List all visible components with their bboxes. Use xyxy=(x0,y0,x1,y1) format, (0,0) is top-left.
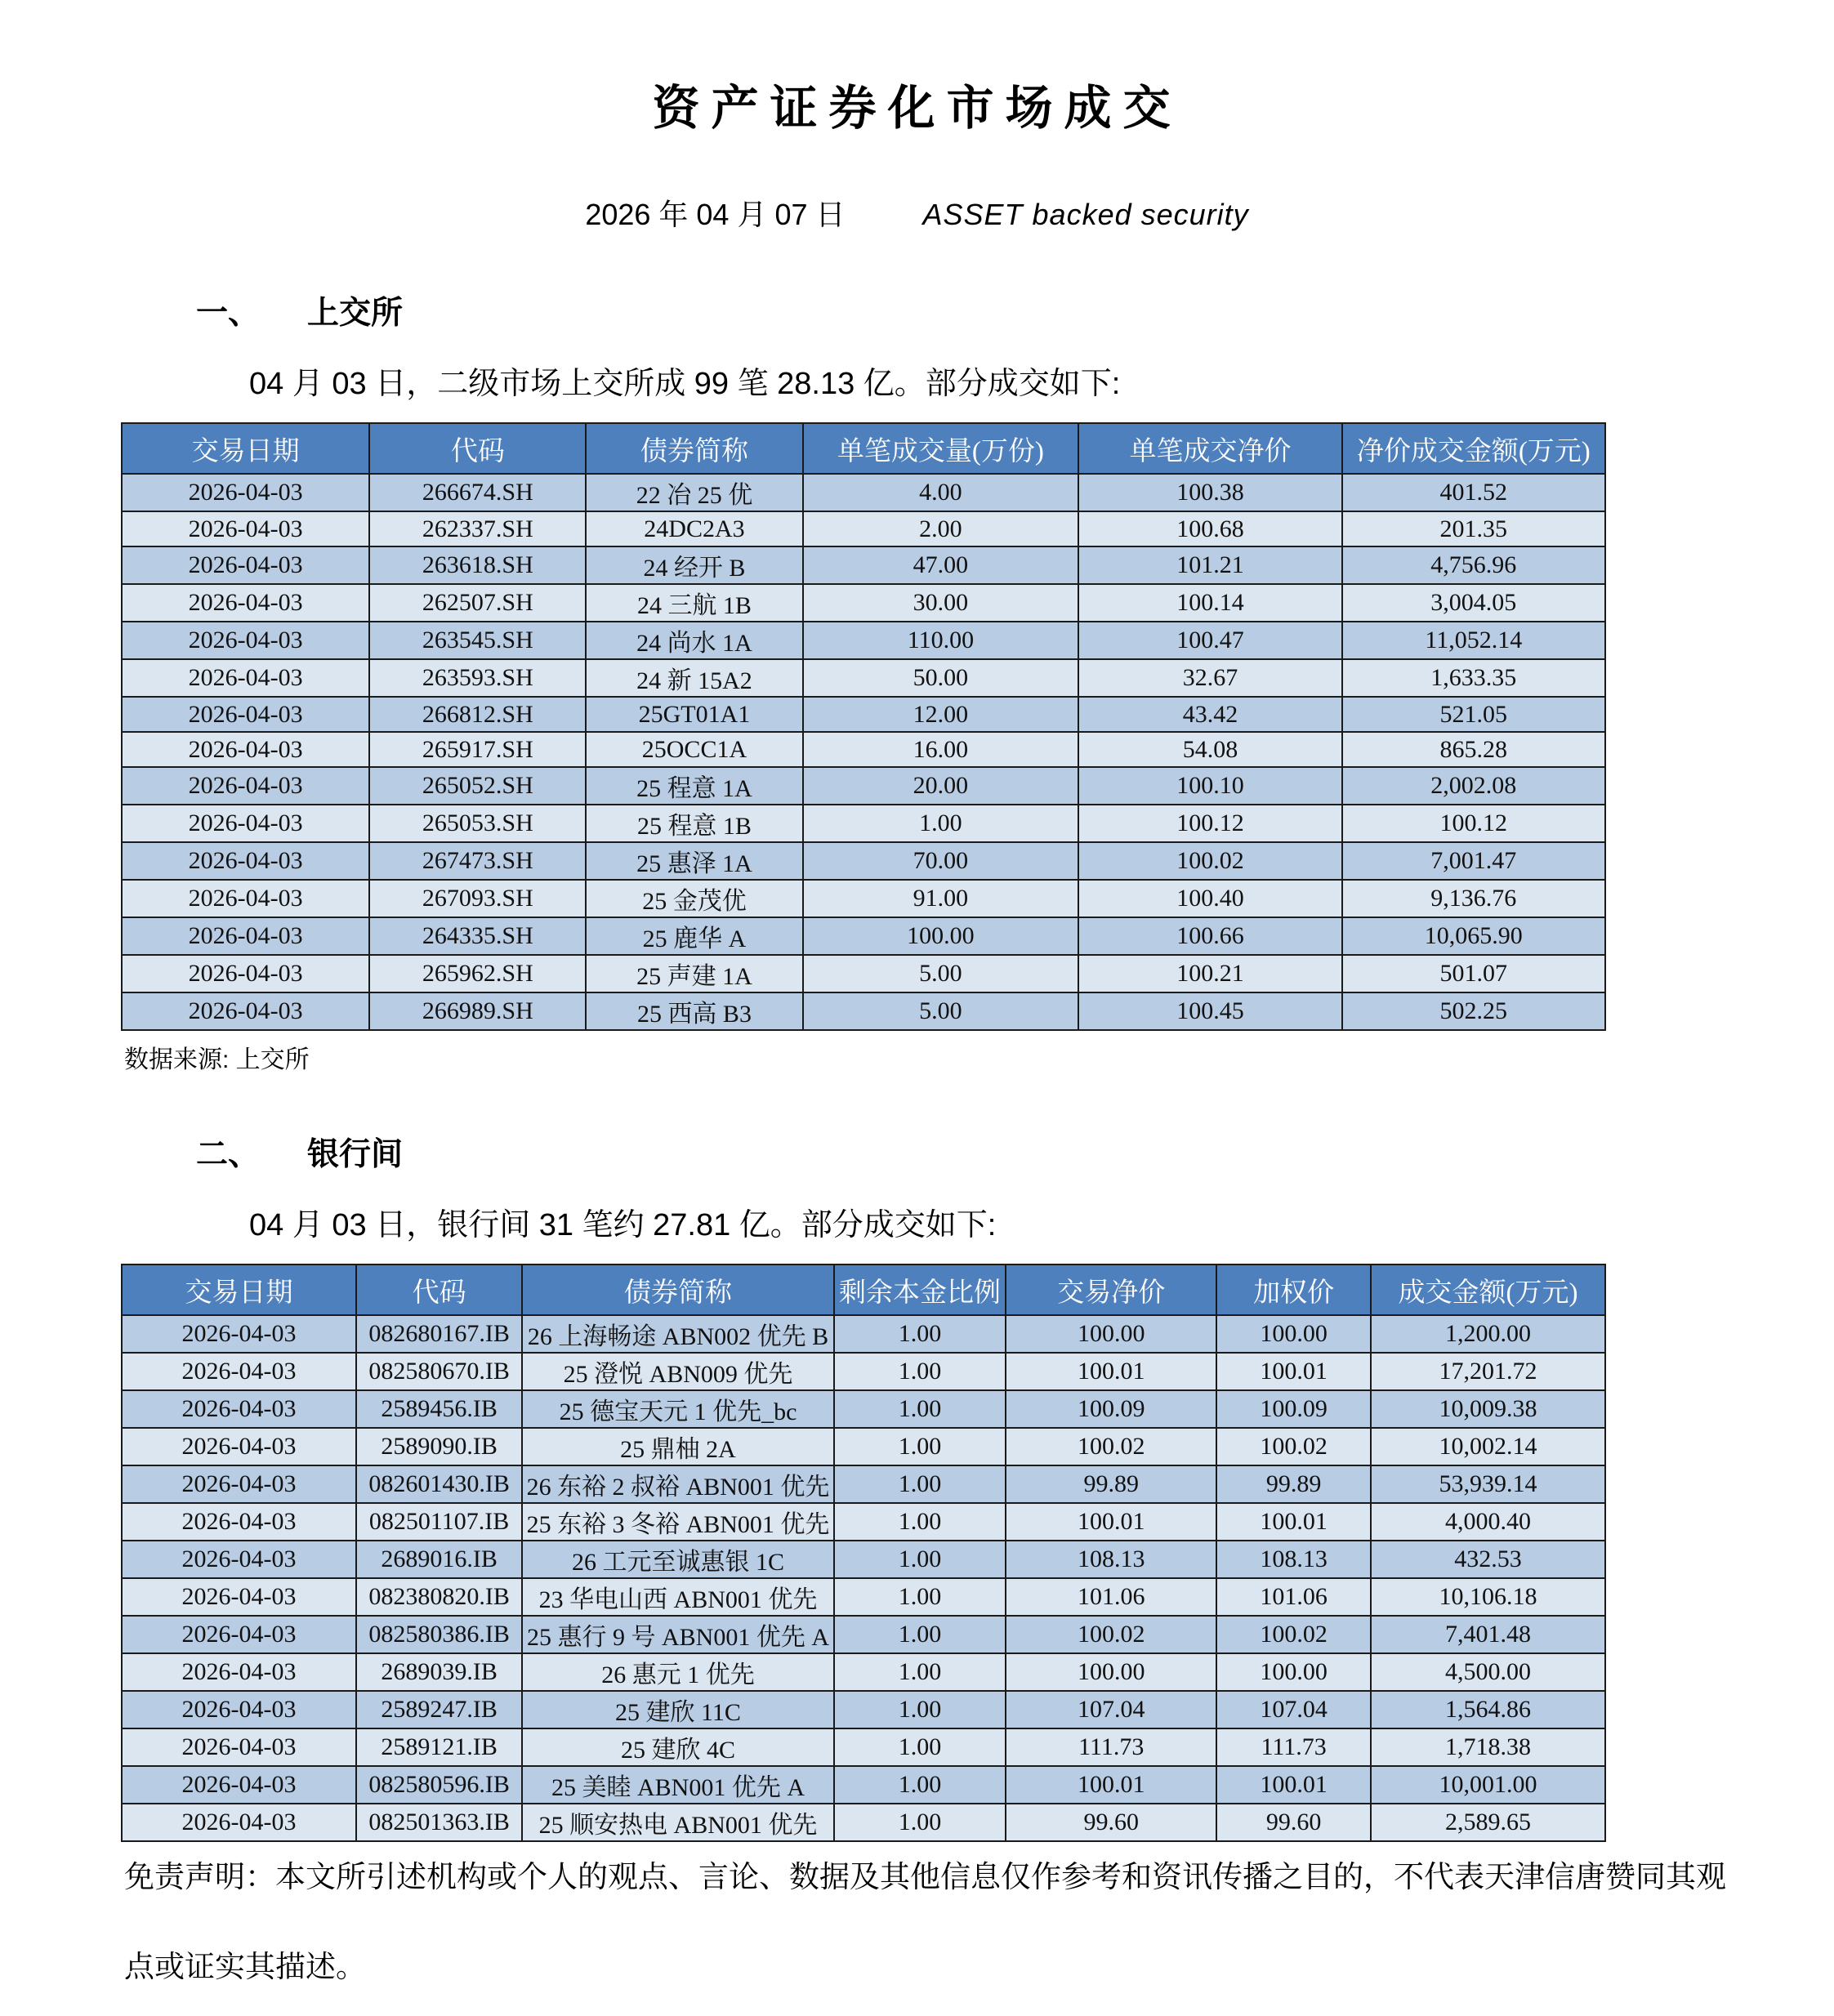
table-cell: 10,009.38 xyxy=(1371,1390,1605,1428)
table-row xyxy=(122,992,1605,1030)
table-cell: 25 程意 1A xyxy=(586,767,802,805)
sse-trades-table xyxy=(121,422,1606,1031)
table-cell: 1.00 xyxy=(834,1653,1006,1691)
header-cell: 单笔成交净价 xyxy=(1078,423,1341,474)
table-cell: 100.01 xyxy=(1216,1766,1371,1804)
section1-intro: 04 月 03 日，二级市场上交所成 99 笔 28.13 亿。部分成交如下: xyxy=(249,367,1121,401)
dateline xyxy=(0,192,1834,234)
table-row xyxy=(122,1428,1605,1465)
table-cell: 501.07 xyxy=(1342,955,1605,992)
table-cell: 1.00 xyxy=(834,1616,1006,1653)
table-cell: 10,106.18 xyxy=(1371,1578,1605,1616)
table-cell: 2026-04-03 xyxy=(122,1428,356,1465)
table-cell: 25 建欣 11C xyxy=(522,1691,833,1728)
table-cell: 100.47 xyxy=(1078,622,1341,659)
table-cell: 2,589.65 xyxy=(1371,1804,1605,1841)
table-cell: 265052.SH xyxy=(369,767,586,805)
header-cell: 代码 xyxy=(356,1264,522,1315)
table-cell: 110.00 xyxy=(803,622,1079,659)
table-cell: 082501363.IB xyxy=(356,1804,522,1841)
table-row xyxy=(122,1766,1605,1804)
table-cell: 2026-04-03 xyxy=(122,1353,356,1390)
table-cell: 100.38 xyxy=(1078,474,1341,511)
table-cell: 1,564.86 xyxy=(1371,1691,1605,1728)
table-cell: 2026-04-03 xyxy=(122,659,369,697)
table-row xyxy=(122,732,1605,767)
table-cell: 100.00 xyxy=(1216,1653,1371,1691)
table-cell: 91.00 xyxy=(803,880,1079,917)
table-cell: 5.00 xyxy=(803,955,1079,992)
table-row xyxy=(122,1390,1605,1428)
table-cell: 265917.SH xyxy=(369,732,586,767)
table-cell: 100.21 xyxy=(1078,955,1341,992)
table-row xyxy=(122,955,1605,992)
table-cell: 1.00 xyxy=(834,1390,1006,1428)
disclaimer-line-2: 点或证实其描述。 xyxy=(124,1950,366,1984)
table-row xyxy=(122,1465,1605,1503)
table-cell: 101.21 xyxy=(1078,546,1341,584)
table-cell: 20.00 xyxy=(803,767,1079,805)
table-cell: 107.04 xyxy=(1006,1691,1216,1728)
table-row xyxy=(122,697,1605,732)
table-cell: 100.40 xyxy=(1078,880,1341,917)
table-cell: 1.00 xyxy=(834,1728,1006,1766)
table-cell: 2026-04-03 xyxy=(122,955,369,992)
table-cell: 2026-04-03 xyxy=(122,1465,356,1503)
table-cell: 26 东裕 2 叔裕 ABN001 优先 xyxy=(522,1465,833,1503)
table-cell: 2026-04-03 xyxy=(122,1766,356,1804)
table-cell: 100.01 xyxy=(1006,1353,1216,1390)
section1-label: 上交所 xyxy=(307,296,404,331)
interbank-trades-table xyxy=(121,1264,1606,1842)
table-cell: 082501107.IB xyxy=(356,1503,522,1541)
table-row xyxy=(122,805,1605,842)
table-cell: 25 西高 B3 xyxy=(586,992,802,1030)
table-cell: 2026-04-03 xyxy=(122,1728,356,1766)
table-cell: 100.45 xyxy=(1078,992,1341,1030)
header-cell: 加权价 xyxy=(1216,1264,1371,1315)
disclaimer-line-1: 免责声明：本文所引述机构或个人的观点、言论、数据及其他信息仅作参考和资讯传播之目的，不代表天津信唐赞同其观 xyxy=(124,1860,1726,1893)
table-cell: 10,001.00 xyxy=(1371,1766,1605,1804)
table-header-row xyxy=(122,423,1605,474)
table-cell: 2026-04-03 xyxy=(122,1804,356,1841)
table-cell: 2689039.IB xyxy=(356,1653,522,1691)
table-cell: 082601430.IB xyxy=(356,1465,522,1503)
table-cell: 1.00 xyxy=(834,1428,1006,1465)
header-cell: 单笔成交量(万份) xyxy=(803,423,1079,474)
table-cell: 432.53 xyxy=(1371,1541,1605,1578)
table-cell: 50.00 xyxy=(803,659,1079,697)
table-cell: 1.00 xyxy=(834,1503,1006,1541)
table-cell: 2026-04-03 xyxy=(122,880,369,917)
table-cell: 107.04 xyxy=(1216,1691,1371,1728)
header-cell: 成交金额(万元) xyxy=(1371,1264,1605,1315)
table-cell: 24 尚水 1A xyxy=(586,622,802,659)
table-cell: 2026-04-03 xyxy=(122,511,369,546)
table-row xyxy=(122,1353,1605,1390)
table-cell: 100.10 xyxy=(1078,767,1341,805)
table-cell: 16.00 xyxy=(803,732,1079,767)
table-cell: 24 新 15A2 xyxy=(586,659,802,697)
table-cell: 99.60 xyxy=(1216,1804,1371,1841)
table-cell: 2,002.08 xyxy=(1342,767,1605,805)
table-cell: 7,001.47 xyxy=(1342,842,1605,880)
table-cell: 100.00 xyxy=(803,917,1079,955)
table-cell: 26 工元至诚惠银 1C xyxy=(522,1541,833,1578)
section2-heading xyxy=(196,1129,1834,1175)
table-cell: 100.02 xyxy=(1216,1428,1371,1465)
table-cell: 2026-04-03 xyxy=(122,992,369,1030)
header-cell: 净价成交金额(万元) xyxy=(1342,423,1605,474)
table-cell: 100.09 xyxy=(1216,1390,1371,1428)
header-cell: 交易日期 xyxy=(122,423,369,474)
table-cell: 108.13 xyxy=(1006,1541,1216,1578)
table-cell: 1.00 xyxy=(834,1353,1006,1390)
table-cell: 100.02 xyxy=(1078,842,1341,880)
table-cell: 082580386.IB xyxy=(356,1616,522,1653)
table-cell: 25 顺安热电 ABN001 优先 xyxy=(522,1804,833,1841)
table-row xyxy=(122,1728,1605,1766)
table-cell: 2026-04-03 xyxy=(122,1503,356,1541)
header-cell: 代码 xyxy=(369,423,586,474)
table-cell: 2026-04-03 xyxy=(122,1616,356,1653)
table-cell: 25OCC1A xyxy=(586,732,802,767)
table-cell: 1.00 xyxy=(834,1315,1006,1353)
table-cell: 25 程意 1B xyxy=(586,805,802,842)
table-cell: 10,065.90 xyxy=(1342,917,1605,955)
table-cell: 2026-04-03 xyxy=(122,805,369,842)
table-cell: 082580670.IB xyxy=(356,1353,522,1390)
table-cell: 201.35 xyxy=(1342,511,1605,546)
table-cell: 10,002.14 xyxy=(1371,1428,1605,1465)
table-cell: 100.14 xyxy=(1078,584,1341,622)
table-cell: 4,000.40 xyxy=(1371,1503,1605,1541)
table-cell: 17,201.72 xyxy=(1371,1353,1605,1390)
table-cell: 2026-04-03 xyxy=(122,842,369,880)
table-cell: 1.00 xyxy=(834,1766,1006,1804)
table-cell: 865.28 xyxy=(1342,732,1605,767)
table-row xyxy=(122,767,1605,805)
table-cell: 082580596.IB xyxy=(356,1766,522,1804)
header-cell: 债券简称 xyxy=(522,1264,833,1315)
table-cell: 2589456.IB xyxy=(356,1390,522,1428)
table-cell: 263593.SH xyxy=(369,659,586,697)
table-cell: 100.12 xyxy=(1078,805,1341,842)
table-cell: 082380820.IB xyxy=(356,1578,522,1616)
table-cell: 082680167.IB xyxy=(356,1315,522,1353)
table-cell: 100.12 xyxy=(1342,805,1605,842)
table-cell: 2026-04-03 xyxy=(122,474,369,511)
table-row xyxy=(122,880,1605,917)
table-cell: 101.06 xyxy=(1006,1578,1216,1616)
table-cell: 263545.SH xyxy=(369,622,586,659)
table-cell: 502.25 xyxy=(1342,992,1605,1030)
table-cell: 53,939.14 xyxy=(1371,1465,1605,1503)
table-cell: 111.73 xyxy=(1006,1728,1216,1766)
table-cell: 265962.SH xyxy=(369,955,586,992)
table-cell: 24 经开 B xyxy=(586,546,802,584)
table-cell: 24DC2A3 xyxy=(586,511,802,546)
table-row xyxy=(122,1578,1605,1616)
report-date: 2026 年 04 月 07 日 xyxy=(585,198,846,231)
table-cell: 101.06 xyxy=(1216,1578,1371,1616)
table-cell: 25 惠泽 1A xyxy=(586,842,802,880)
table-cell: 2026-04-03 xyxy=(122,622,369,659)
table-cell: 70.00 xyxy=(803,842,1079,880)
table-cell: 267093.SH xyxy=(369,880,586,917)
table-cell: 265053.SH xyxy=(369,805,586,842)
table-row xyxy=(122,1653,1605,1691)
table-cell: 25 建欣 4C xyxy=(522,1728,833,1766)
header-cell: 交易日期 xyxy=(122,1264,356,1315)
table-cell: 25 美睦 ABN001 优先 A xyxy=(522,1766,833,1804)
table-cell: 2589247.IB xyxy=(356,1691,522,1728)
table-cell: 99.89 xyxy=(1216,1465,1371,1503)
disclaimer xyxy=(124,1858,1729,1987)
table-cell: 100.02 xyxy=(1006,1428,1216,1465)
table-cell: 26 上海畅途 ABN002 优先 B xyxy=(522,1315,833,1353)
table-cell: 100.01 xyxy=(1216,1353,1371,1390)
table-cell: 43.42 xyxy=(1078,697,1341,732)
table-cell: 9,136.76 xyxy=(1342,880,1605,917)
page-title: 资产证券化市场成交 xyxy=(652,82,1182,135)
table-cell: 100.01 xyxy=(1216,1503,1371,1541)
table-cell: 25 鹿华 A xyxy=(586,917,802,955)
table-row xyxy=(122,842,1605,880)
table-cell: 1.00 xyxy=(834,1804,1006,1841)
table-cell: 267473.SH xyxy=(369,842,586,880)
table-cell: 24 三航 1B xyxy=(586,584,802,622)
table-cell: 100.09 xyxy=(1006,1390,1216,1428)
table-cell: 266674.SH xyxy=(369,474,586,511)
table-cell: 25 金茂优 xyxy=(586,880,802,917)
table-cell: 1.00 xyxy=(803,805,1079,842)
table-header-row xyxy=(122,1264,1605,1315)
table-cell: 100.01 xyxy=(1006,1766,1216,1804)
table-cell: 401.52 xyxy=(1342,474,1605,511)
table-row xyxy=(122,1315,1605,1353)
table-cell: 100.02 xyxy=(1216,1616,1371,1653)
table-cell: 2026-04-03 xyxy=(122,767,369,805)
table-cell: 25GT01A1 xyxy=(586,697,802,732)
table-cell: 100.68 xyxy=(1078,511,1341,546)
table-cell: 262507.SH xyxy=(369,584,586,622)
table-cell: 25 德宝天元 1 优先_bc xyxy=(522,1390,833,1428)
table-cell: 2026-04-03 xyxy=(122,584,369,622)
table-cell: 2026-04-03 xyxy=(122,1541,356,1578)
table-cell: 25 声建 1A xyxy=(586,955,802,992)
document-page xyxy=(0,69,1834,2016)
table-cell: 12.00 xyxy=(803,697,1079,732)
table-cell: 1,633.35 xyxy=(1342,659,1605,697)
table-cell: 100.02 xyxy=(1006,1616,1216,1653)
table-cell: 2589090.IB xyxy=(356,1428,522,1465)
table-cell: 2026-04-03 xyxy=(122,917,369,955)
section2-intro: 04 月 03 日，银行间 31 笔约 27.81 亿。部分成交如下: xyxy=(249,1208,997,1242)
table-cell: 5.00 xyxy=(803,992,1079,1030)
table-cell: 100.00 xyxy=(1006,1653,1216,1691)
table-cell: 100.00 xyxy=(1006,1315,1216,1353)
section2-label: 银行间 xyxy=(307,1137,404,1172)
table-cell: 2589121.IB xyxy=(356,1728,522,1766)
table-cell: 262337.SH xyxy=(369,511,586,546)
table-cell: 25 澄悦 ABN009 优先 xyxy=(522,1353,833,1390)
table-cell: 266989.SH xyxy=(369,992,586,1030)
table-cell: 1.00 xyxy=(834,1691,1006,1728)
table-cell: 7,401.48 xyxy=(1371,1616,1605,1653)
header-cell: 剩余本金比例 xyxy=(834,1264,1006,1315)
table-cell: 99.89 xyxy=(1006,1465,1216,1503)
table-cell: 2026-04-03 xyxy=(122,732,369,767)
table-cell: 266812.SH xyxy=(369,697,586,732)
table-cell: 99.60 xyxy=(1006,1804,1216,1841)
table-cell: 1,200.00 xyxy=(1371,1315,1605,1353)
table-cell: 2689016.IB xyxy=(356,1541,522,1578)
table-cell: 521.05 xyxy=(1342,697,1605,732)
table-cell: 47.00 xyxy=(803,546,1079,584)
table-cell: 25 惠行 9 号 ABN001 优先 A xyxy=(522,1616,833,1653)
table-row xyxy=(122,546,1605,584)
table-cell: 4,756.96 xyxy=(1342,546,1605,584)
table-cell: 25 鼎柚 2A xyxy=(522,1428,833,1465)
table-row xyxy=(122,1616,1605,1653)
table-cell: 1,718.38 xyxy=(1371,1728,1605,1766)
table-cell: 2026-04-03 xyxy=(122,697,369,732)
table-row xyxy=(122,1541,1605,1578)
table-cell: 1.00 xyxy=(834,1578,1006,1616)
table-row xyxy=(122,622,1605,659)
table-cell: 100.01 xyxy=(1006,1503,1216,1541)
table-cell: 2026-04-03 xyxy=(122,1390,356,1428)
table-cell: 108.13 xyxy=(1216,1541,1371,1578)
table-cell: 4,500.00 xyxy=(1371,1653,1605,1691)
table-row xyxy=(122,511,1605,546)
table-row xyxy=(122,1503,1605,1541)
header-cell: 债券简称 xyxy=(586,423,802,474)
table-row xyxy=(122,474,1605,511)
table-cell: 32.67 xyxy=(1078,659,1341,697)
subtitle-english: ASSET backed security xyxy=(922,198,1249,231)
source-note: 数据来源: 上交所 xyxy=(124,1046,310,1073)
table-cell: 263618.SH xyxy=(369,546,586,584)
table-cell: 100.66 xyxy=(1078,917,1341,955)
table-cell: 2026-04-03 xyxy=(122,1578,356,1616)
table-cell: 2026-04-03 xyxy=(122,1691,356,1728)
table-row xyxy=(122,917,1605,955)
table-cell: 1.00 xyxy=(834,1465,1006,1503)
table-cell: 264335.SH xyxy=(369,917,586,955)
table-cell: 25 东裕 3 冬裕 ABN001 优先 xyxy=(522,1503,833,1541)
table-cell: 22 冶 25 优 xyxy=(586,474,802,511)
table-cell: 30.00 xyxy=(803,584,1079,622)
table-row xyxy=(122,1691,1605,1728)
table-cell: 1.00 xyxy=(834,1541,1006,1578)
header-cell: 交易净价 xyxy=(1006,1264,1216,1315)
section1-heading xyxy=(196,288,1834,333)
section1-number: 一、 xyxy=(196,296,261,331)
table-cell: 111.73 xyxy=(1216,1728,1371,1766)
table-cell: 23 华电山西 ABN001 优先 xyxy=(522,1578,833,1616)
table-cell: 4.00 xyxy=(803,474,1079,511)
table-cell: 2026-04-03 xyxy=(122,546,369,584)
table-cell: 2026-04-03 xyxy=(122,1653,356,1691)
table-cell: 2026-04-03 xyxy=(122,1315,356,1353)
table-cell: 11,052.14 xyxy=(1342,622,1605,659)
table-cell: 26 惠元 1 优先 xyxy=(522,1653,833,1691)
table-cell: 100.00 xyxy=(1216,1315,1371,1353)
table-cell: 2.00 xyxy=(803,511,1079,546)
table-row xyxy=(122,584,1605,622)
table-row xyxy=(122,659,1605,697)
table-cell: 3,004.05 xyxy=(1342,584,1605,622)
table-row xyxy=(122,1804,1605,1841)
section2-number: 二、 xyxy=(196,1137,261,1172)
table-cell: 54.08 xyxy=(1078,732,1341,767)
